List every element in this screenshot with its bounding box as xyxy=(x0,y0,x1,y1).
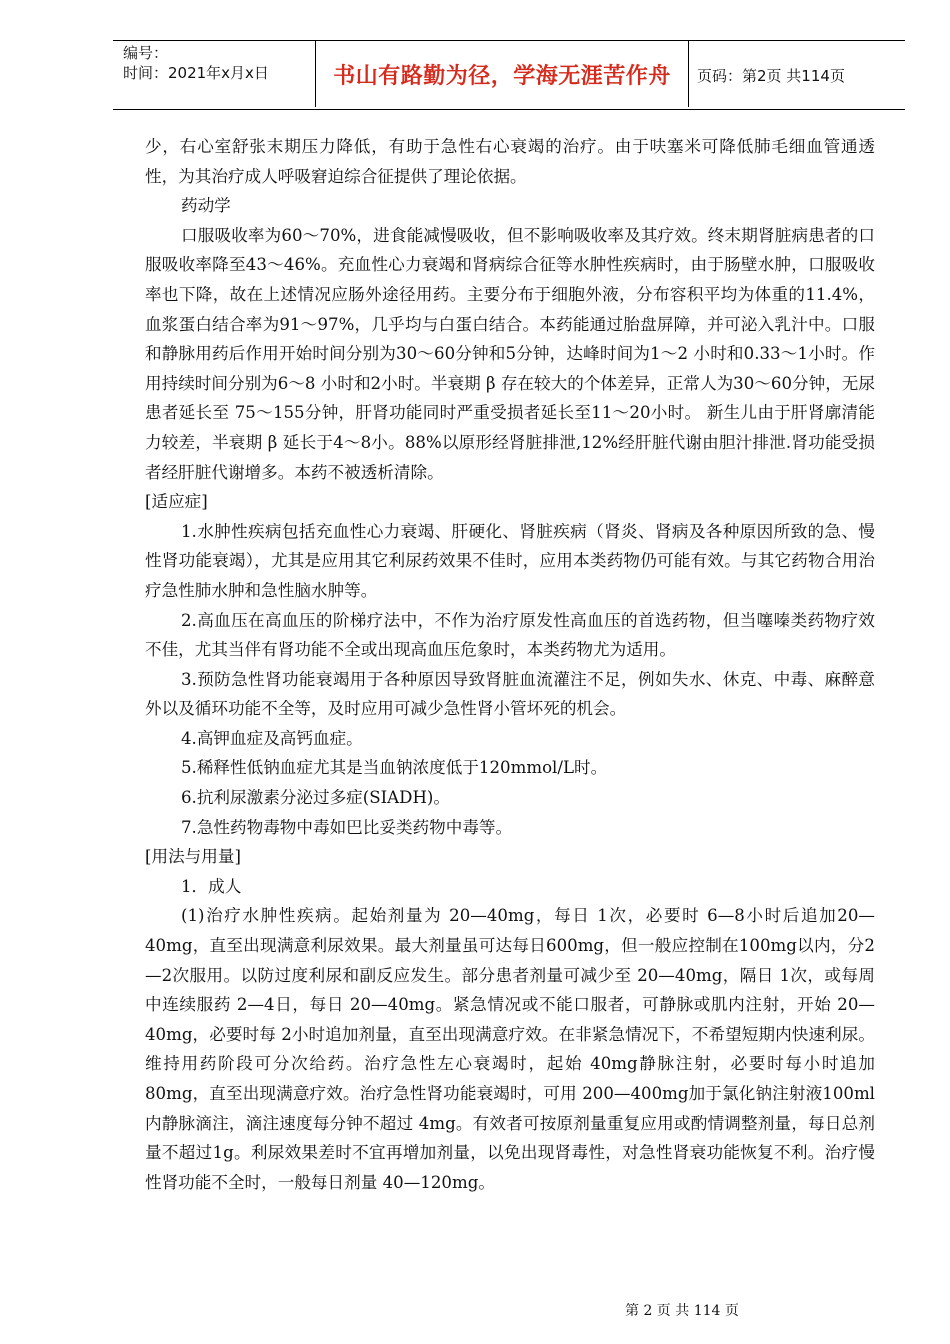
list-item: 2.高血压在高血压的阶梯疗法中，不作为治疗原发性高血压的首选药物，但当噻嗪类药物疗效不佳，尤其当伴有肾功能不全或出现高血压危象时，本类药物尤为适用。 xyxy=(145,610,875,660)
section-heading-indications: [适应症] xyxy=(145,492,208,512)
body-paragraph: 少，右心室舒张末期压力降低，有助于急性右心衰竭的治疗。由于呋塞米可降低肺毛细血管通透性，为其治疗成人呼吸窘迫综合征提供了理论依据。 xyxy=(145,137,875,186)
list-item: 3.预防急性肾功能衰竭用于各种原因导致肾脏血流灌注不足，例如失水、休克、中毒、麻醉意外以及循环功能不全等，及时应用可减少急性肾小管坏死的机会。 xyxy=(145,669,875,719)
header-meta xyxy=(123,41,313,109)
document-body xyxy=(145,132,875,1197)
body-paragraph: 口服吸收率为60～70%，进食能减慢吸收，但不影响吸收率及其疗效。终末期肾脏病患者的口服吸收率降至43～46%。充血性心力衰竭和肾病综合征等水肿性疾病时，由于肠壁水肿，口服吸收率也下降，故在上述情况应肠外途径用药。主要分布于细胞外液，分布容积平均为体重的11.4%，血浆蛋白结合率为91～97%，几乎均与白蛋白结合。本药能通过胎盘屏障，并可泌入乳汁中。口服和静脉用药后作用开始时间分别为30～60分钟和5分钟，达峰时间为1～2 小时和0.33～1小时。作用持续时间分别为6～8 小时和2小时。半衰期 β 存在较大的个体差异，正常人为30～60分钟，无尿患者延长至 75～155分钟，肝肾功能同时严重受损者延长至11～20小时。 新生儿由于肝肾廓清能力较差，半衰期 β 延长于4～8小。88%以原形经肾脏排泄,12%经肝脏代谢由胆汁排泄.肾功能受损者经肝脏代谢增多。本药不被透析清除。 xyxy=(145,225,875,482)
subsection-heading-adult: 1．成人 xyxy=(181,876,242,896)
document-time: 时间：2021年x月x日 xyxy=(123,64,269,82)
list-item: 6.抗利尿激素分泌过多症(SIADH)。 xyxy=(181,788,450,808)
list-item: 1.水肿性疾病包括充血性心力衰竭、肝硬化、肾脏疾病（肾炎、肾病及各种原因所致的急、慢性肾功能衰竭），尤其是应用其它利尿药效果不佳时，应用本类药物仍可能有效。与其它药物合用治疗急性肺水肿和急性脑水肿等。 xyxy=(145,521,875,600)
body-paragraph: (1)治疗水肿性疾病。起始剂量为 20—40mg，每日 1次，必要时 6—8小时后追加20—40mg，直至出现满意利尿效果。最大剂量虽可达每日600mg，但一般应控制在100mg以内，分2—2次服用。以防过度利尿和副反应发生。部分患者剂量可减少至 20—40mg，隔日 1次，或每周中连续服药 2—4日，每日 20—40mg。紧急情况或不能口服者，可静脉或肌内注射，开始 20—40mg，必要时每 2小时追加剂量，直至出现满意疗效。在非紧急情况下，不希望短期内快速利尿。维持用药阶段可分次给药。治疗急性左心衰竭时，起始 40mg静脉注射，必要时每小时追加 80mg，直至出现满意疗效。治疗急性肾功能衰竭时，可用 200—400mg加于氯化钠注射液100ml内静脉滴注，滴注速度每分钟不超过 4mg。有效者可按原剂量重复应用或酌情调整剂量，每日总剂量不超过1g。利尿效果差时不宜再增加剂量，以免出现肾毒性，对急性肾衰功能恢复不利。治疗慢性肾功能不全时，一般每日剂量 40—120mg。 xyxy=(145,906,875,1192)
page-footer: 第 2 页 共 114 页 xyxy=(625,1303,739,1319)
section-heading-pharmacokinetics: 药动学 xyxy=(181,196,231,216)
header-motto: 书山有路勤为径，学海无涯苦作舟 xyxy=(315,41,689,107)
list-item: 7.急性药物毒物中毒如巴比妥类药物中毒等。 xyxy=(181,817,513,837)
list-item: 5.稀释性低钠血症尤其是当血钠浓度低于120mmol/L时。 xyxy=(181,758,608,778)
document-number: 编号： xyxy=(123,44,169,62)
header-page-info: 页码：第2页 共114页 xyxy=(697,66,845,85)
page-header xyxy=(113,40,905,110)
list-item: 4.高钾血症及高钙血症。 xyxy=(181,728,363,748)
section-heading-dosage: [用法与用量] xyxy=(145,847,241,867)
